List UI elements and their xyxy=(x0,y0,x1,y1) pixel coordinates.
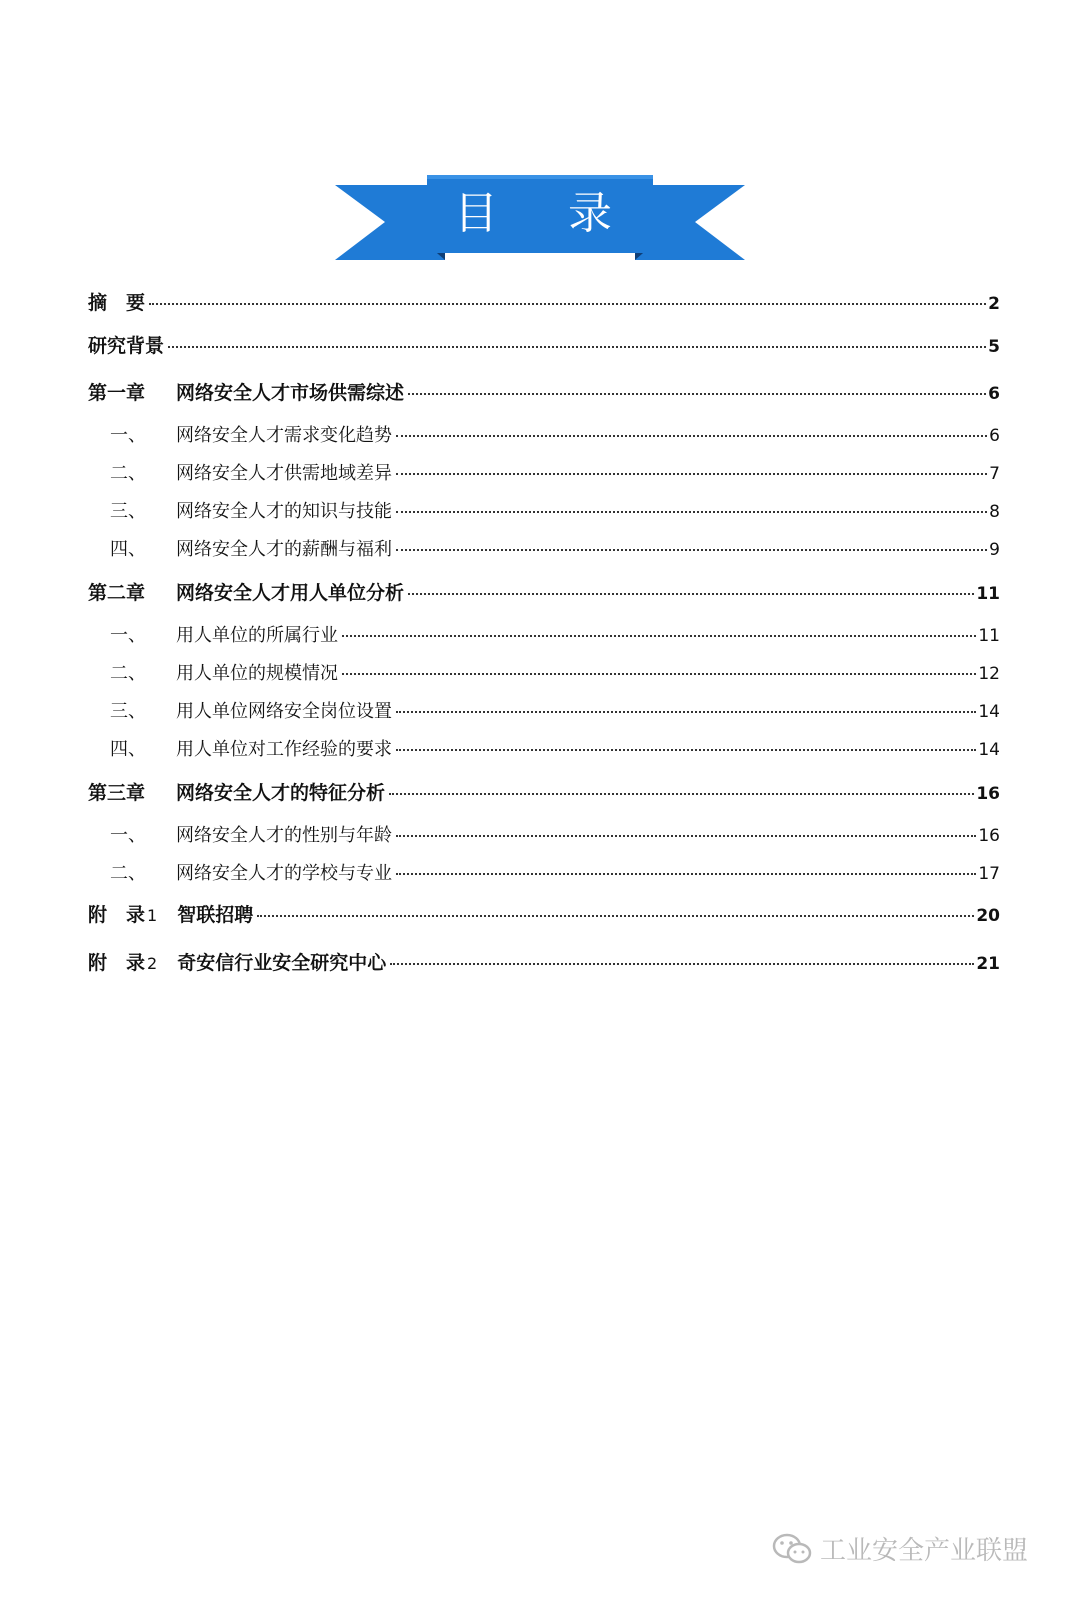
toc-dot-leader xyxy=(257,915,974,917)
toc-entry-title: 用人单位对工作经验的要求 xyxy=(176,739,392,760)
wechat-icon xyxy=(772,1532,812,1566)
toc-entry-section[interactable] xyxy=(88,821,1000,847)
toc-entry-number: 附 录 xyxy=(88,904,146,926)
toc-page-number: 7 xyxy=(989,464,1000,484)
toc-entry-title: 网络安全人才供需地域差异 xyxy=(176,463,392,484)
toc-entry-title: 网络安全人才市场供需综述 xyxy=(176,382,405,404)
toc-dot-leader xyxy=(396,749,976,751)
toc-dot-leader xyxy=(168,346,986,348)
toc-dot-leader xyxy=(389,793,974,795)
toc-banner xyxy=(335,175,745,270)
toc-entry-number: 二、 xyxy=(110,463,146,484)
toc-page-number: 6 xyxy=(989,426,1000,446)
toc-page-number: 16 xyxy=(976,784,1000,804)
toc-entry-title: 用人单位网络安全岗位设置 xyxy=(176,701,392,722)
toc-dot-leader xyxy=(342,635,976,637)
toc-dot-leader xyxy=(342,673,976,675)
toc-entry-number: 第二章 xyxy=(88,582,146,604)
toc-entry-section[interactable] xyxy=(88,621,1000,647)
toc-entry-title: 网络安全人才的知识与技能 xyxy=(176,501,392,522)
toc-entry-chapter[interactable] xyxy=(88,331,1000,358)
toc-page-number: 20 xyxy=(976,906,1000,926)
toc-entry-number: 四、 xyxy=(110,739,146,760)
toc-page-number: 12 xyxy=(978,664,1000,684)
toc-entry-title: 用人单位的规模情况 xyxy=(176,663,338,684)
toc-entry-number: 摘 要 xyxy=(88,292,146,314)
toc-entry-title: 网络安全人才的学校与专业 xyxy=(176,863,392,884)
toc-dot-leader xyxy=(149,303,986,305)
toc-entry-chapter[interactable] xyxy=(88,778,1000,805)
toc-page-number: 17 xyxy=(978,864,1000,884)
toc-dot-leader xyxy=(396,473,987,475)
toc-page-number: 11 xyxy=(976,584,1000,604)
toc-page-number: 9 xyxy=(989,540,1000,560)
toc-entry-number: 二、 xyxy=(110,863,146,884)
toc-entry-appendix-number: 2 xyxy=(147,954,158,973)
toc-entry-chapter[interactable] xyxy=(88,948,1000,975)
toc-entry-number: 一、 xyxy=(110,825,146,846)
toc-page-number: 6 xyxy=(988,384,1000,404)
toc-entry-section[interactable] xyxy=(88,459,1000,485)
toc-entry-number: 四、 xyxy=(110,539,146,560)
toc-entry-chapter[interactable] xyxy=(88,578,1000,605)
toc-page-number: 8 xyxy=(989,502,1000,522)
toc-entry-section[interactable] xyxy=(88,535,1000,561)
toc-page-number: 2 xyxy=(988,294,1000,314)
toc-entry-section[interactable] xyxy=(88,497,1000,523)
toc-entry-title: 奇安信行业安全研究中心 xyxy=(177,952,387,974)
toc-entry-section[interactable] xyxy=(88,859,1000,885)
toc-dot-leader xyxy=(396,835,976,837)
toc-entry-number: 第一章 xyxy=(88,382,146,404)
toc-page-number: 11 xyxy=(978,626,1000,646)
toc-dot-leader xyxy=(396,549,987,551)
toc-page-number: 14 xyxy=(978,740,1000,760)
toc-page-number: 21 xyxy=(976,954,1000,974)
watermark xyxy=(772,1530,1028,1567)
toc-dot-leader xyxy=(390,963,974,965)
toc-entry-section[interactable] xyxy=(88,659,1000,685)
toc-entry-number: 第三章 xyxy=(88,782,146,804)
toc-entry-number: 一、 xyxy=(110,425,146,446)
toc-entry-title: 网络安全人才需求变化趋势 xyxy=(176,425,392,446)
toc-entry-title: 网络安全人才的性别与年龄 xyxy=(176,825,392,846)
toc-entry-chapter[interactable] xyxy=(88,288,1000,315)
toc-entry-section[interactable] xyxy=(88,421,1000,447)
toc-entry-number: 三、 xyxy=(110,701,146,722)
toc-entry-number: 附 录 xyxy=(88,952,146,974)
toc-dot-leader xyxy=(408,593,974,595)
toc-entry-section[interactable] xyxy=(88,697,1000,723)
toc-entry-number: 二、 xyxy=(110,663,146,684)
toc-entry-title: 网络安全人才的特征分析 xyxy=(176,782,386,804)
toc-heading: 目 录 xyxy=(454,188,626,239)
toc-dot-leader xyxy=(396,511,987,513)
toc-entry-appendix-number: 1 xyxy=(147,906,158,925)
toc-page-number: 16 xyxy=(978,826,1000,846)
toc-entry-title: 网络安全人才的薪酬与福利 xyxy=(176,539,392,560)
toc-entry-chapter[interactable] xyxy=(88,378,1000,405)
watermark-text: 工业安全产业联盟 xyxy=(819,1536,1028,1566)
toc-page-number: 5 xyxy=(988,337,1000,357)
toc-entry-title: 网络安全人才用人单位分析 xyxy=(176,582,405,604)
toc-page-number: 14 xyxy=(978,702,1000,722)
toc-entry-number: 研究背景 xyxy=(88,335,165,357)
toc-entry-number: 一、 xyxy=(110,625,146,646)
toc-entry-title: 用人单位的所属行业 xyxy=(176,625,338,646)
toc-entry-title: 智联招聘 xyxy=(177,904,254,926)
toc-dot-leader xyxy=(396,435,987,437)
toc-entry-section[interactable] xyxy=(88,735,1000,761)
toc-entry-chapter[interactable] xyxy=(88,900,1000,927)
toc-entry-number: 三、 xyxy=(110,501,146,522)
toc-dot-leader xyxy=(396,873,976,875)
toc-dot-leader xyxy=(396,711,976,713)
toc-dot-leader xyxy=(408,393,986,395)
